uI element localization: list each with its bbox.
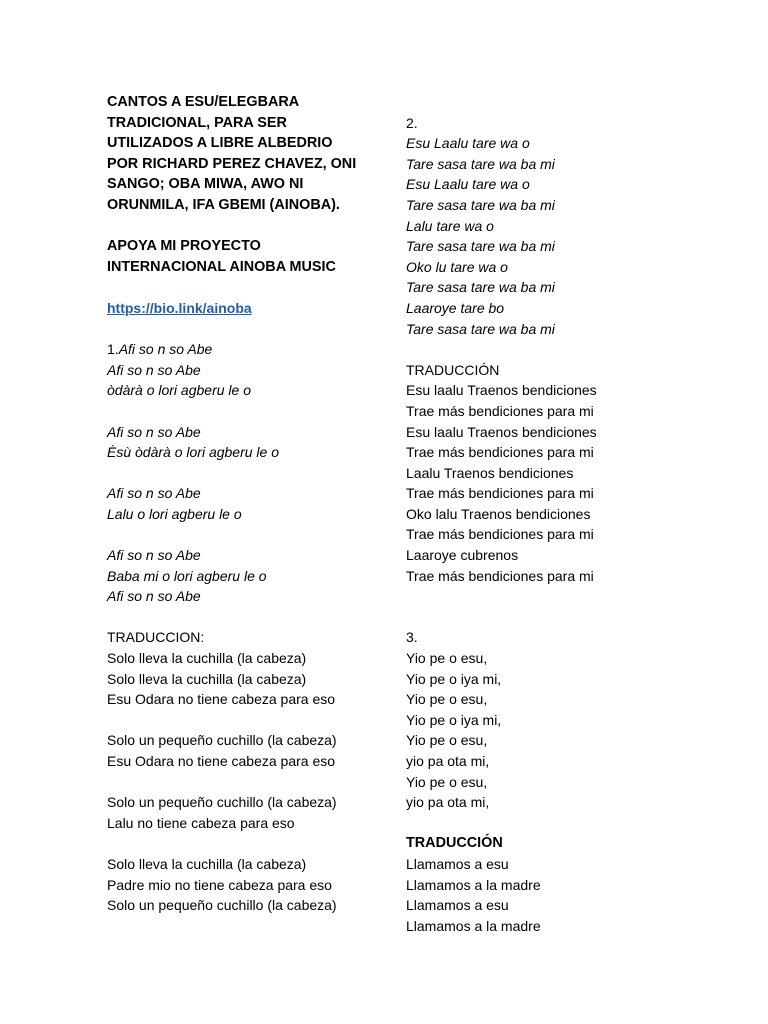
translation-line: Esu Odara no tiene cabeza para eso: [107, 753, 336, 769]
lyric-line: Tare sasa tare wa ba mi: [406, 238, 555, 255]
translation-line: Solo un pequeño cuchillo (la cabeza): [107, 897, 337, 914]
translation-line: Trae más bendiciones para mi: [406, 526, 594, 543]
translation-line: Trae más bendiciones para mi: [406, 402, 594, 419]
translation-line: Llamamos a esu: [406, 897, 509, 914]
lyric-line: Afi so n so Abe: [107, 361, 201, 378]
lyric-line: Yio pe o esu,: [406, 650, 488, 667]
translation-line: Padre mio no tiene cabeza para eso: [107, 876, 332, 893]
lyric-line: Baba mi o lori agberu le o: [107, 567, 267, 584]
spacer: [107, 463, 387, 484]
spacer: [406, 586, 736, 607]
spacer: [406, 339, 736, 360]
translation-line: Llamamos a la madre: [406, 876, 541, 893]
spacer: [107, 319, 387, 340]
lyric-line: Yio pe o iya mi,: [406, 670, 502, 687]
translation-line: Oko lalu Traenos bendiciones: [406, 505, 591, 522]
promo-line: INTERNACIONAL AINOBA MUSIC: [107, 258, 336, 275]
right-column: [406, 92, 736, 936]
spacer: [107, 710, 387, 731]
translation-line: Trae más bendiciones para mi: [406, 444, 594, 461]
spacer: [107, 524, 387, 545]
spacer: [107, 833, 387, 854]
translation-line: Esu laalu Traenos bendiciones: [406, 423, 597, 440]
lyric-line: Èsù òdàrà o lori agberu le o: [107, 444, 279, 461]
left-column: [107, 92, 387, 916]
lyric-line: yio pa ota mi,: [406, 794, 490, 811]
translation-line: Llamamos a esu: [406, 855, 509, 872]
translation-line: Trae más bendiciones para mi: [406, 567, 594, 584]
lyric-line: Esu Laalu tare wa o: [406, 135, 530, 152]
spacer: [107, 772, 387, 793]
lyric-line: Tare sasa tare wa ba mi: [406, 155, 555, 172]
header-line: SANGO; OBA MIWA, AWO NI: [107, 176, 304, 193]
translation-line: Solo un pequeño cuchillo (la cabeza): [107, 732, 337, 749]
spacer: [107, 607, 387, 628]
translation-line: Esu Odara no tiene cabeza para eso: [107, 691, 336, 708]
translation-line: Llamamos a la madre: [406, 917, 541, 934]
translation-title: TRADUCCIÓN: [406, 361, 500, 378]
translation-title: TRADUCCIÓN: [406, 835, 503, 852]
lyric-line: Yio pe o esu,: [406, 773, 488, 790]
spacer: [406, 813, 736, 834]
lyric-line: òdàrà o lori agberu le o: [107, 382, 251, 399]
translation-line: Laalu Traenos bendiciones: [406, 464, 574, 481]
translation-line: Laaroye cubrenos: [406, 547, 519, 564]
translation-title: TRADUCCION:: [107, 629, 205, 646]
song1-first-line: [107, 339, 387, 360]
lyric-line: Afi so n so Abe: [107, 485, 201, 502]
translation-line: Solo lleva la cuchilla (la cabeza): [107, 650, 307, 667]
lyric-line: yio pa ota mi,: [406, 753, 490, 769]
header-line: POR RICHARD PEREZ CHAVEZ, ONI: [107, 155, 357, 172]
spacer: [107, 401, 387, 422]
lyric-line: Tare sasa tare wa ba mi: [406, 320, 555, 337]
lyric-line: Tare sasa tare wa ba mi: [406, 196, 555, 213]
translation-line: Esu laalu Traenos bendiciones: [406, 382, 597, 399]
lyric-line: Afi so n so Abe: [107, 588, 201, 605]
translation-line: Solo lleva la cuchilla (la cabeza): [107, 670, 307, 687]
lyric-line: Lalu o lori agberu le o: [107, 505, 242, 522]
lyric-line: Yio pe o iya mi,: [406, 711, 502, 728]
lyric-line: Yio pe o esu,: [406, 691, 488, 708]
translation-line: Trae más bendiciones para mi: [406, 485, 594, 502]
lyric-line: Tare sasa tare wa ba mi: [406, 279, 555, 296]
lyric-line: Afi so n so Abe: [107, 423, 201, 440]
lyric-line: Yio pe o esu,: [406, 732, 488, 749]
spacer: [107, 216, 387, 237]
lyric-line: Oko lu tare wa o: [406, 258, 508, 275]
spacer: [107, 277, 387, 298]
header-line: CANTOS A ESU/ELEGBARA: [107, 94, 300, 110]
lyric-line: Laaroye tare bo: [406, 299, 505, 316]
lyric-line: Esu Laalu tare wa o: [406, 176, 530, 193]
song1-number: 1.: [107, 341, 119, 358]
song2-number: 2.: [406, 114, 418, 131]
song3-number: 3.: [406, 629, 418, 646]
header-line: UTILIZADOS A LIBRE ALBEDRIO: [107, 135, 333, 152]
ainoba-link[interactable]: https://bio.link/ainoba: [107, 299, 252, 316]
translation-line: Lalu no tiene cabeza para eso: [107, 814, 295, 831]
lyric-line: Afi so n so Abe: [107, 547, 201, 564]
spacer: [406, 607, 736, 628]
translation-line: Solo un pequeño cuchillo (la cabeza): [107, 794, 337, 811]
translation-line: Solo lleva la cuchilla (la cabeza): [107, 855, 307, 872]
promo-line: APOYA MI PROYECTO: [107, 238, 261, 255]
header-line: ORUNMILA, IFA GBEMI (AINOBA).: [107, 196, 340, 213]
header-line: TRADICIONAL, PARA SER: [107, 114, 287, 131]
lyric-line: Lalu tare wa o: [406, 217, 494, 234]
spacer: [406, 92, 736, 113]
lyric-line: Afi so n so Abe: [118, 341, 213, 358]
